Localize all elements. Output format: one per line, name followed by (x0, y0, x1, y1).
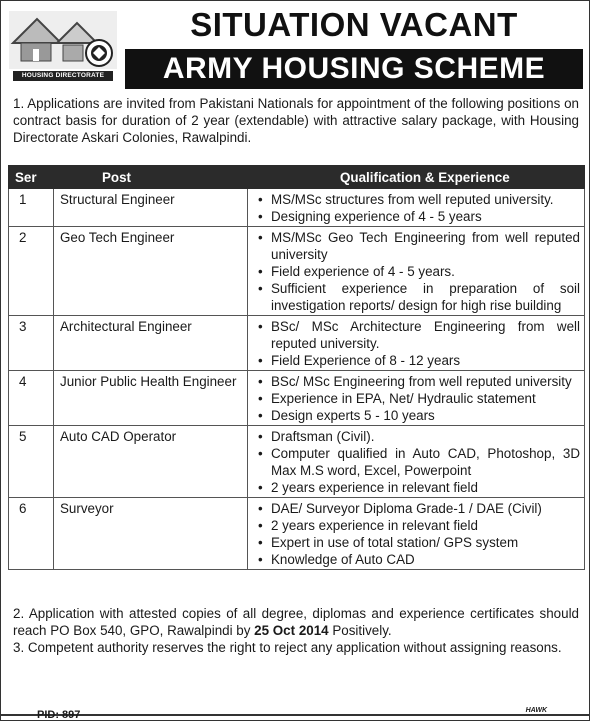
logo-emblem-icon (7, 9, 119, 71)
table-row (9, 371, 585, 426)
table-row (9, 426, 585, 498)
qualification-item: • Sufficient experience in preparation of soil investigation reports/ design for high rise building (254, 280, 580, 314)
intro-paragraph: 1. Applications are invited from Pakistani Nationals for appointment of the following positions on contract basis for duration of 2 year (extendable) with attractive salary package, with Housing Directorate Askari Colonies, Rawalpindi. (13, 96, 579, 145)
qualification-item: • MS/MSc Geo Tech Engineering from well reputed university (254, 229, 580, 263)
ser-cell: 2 (9, 227, 54, 316)
column-header-ser: Ser (9, 166, 54, 189)
page-title: SITUATION VACANT (190, 6, 518, 43)
qualification-cell (248, 371, 585, 426)
qualification-item: • Designing experience of 4 - 5 years (254, 208, 580, 225)
positions-table (8, 165, 585, 570)
ser-cell: 3 (9, 316, 54, 371)
qualification-item: • Computer qualified in Auto CAD, Photoshop, 3D Max M.S word, Excel, Powerpoint (254, 445, 580, 479)
qualification-cell (248, 227, 585, 316)
post-cell: Junior Public Health Engineer (54, 371, 248, 426)
note-2-text: 2. Application with attested copies of all degree, diplomas and experience certificates should reach PO Box 540, GPO, Rawalpindi by (13, 606, 579, 638)
notes-section (13, 605, 579, 656)
footer-rule (1, 714, 589, 716)
qualification-item: • Draftsman (Civil). (254, 428, 580, 445)
deadline-date: 25 Oct 2014 (254, 623, 329, 638)
ser-cell: 5 (9, 426, 54, 498)
ser-cell: 6 (9, 498, 54, 570)
table-header-row (9, 166, 585, 189)
qualification-cell (248, 189, 585, 227)
ser-cell: 4 (9, 371, 54, 426)
table-row (9, 227, 585, 316)
pid-number: PID: 897 (37, 709, 81, 721)
qualification-cell (248, 498, 585, 570)
agency-mark: HAWK (525, 707, 547, 714)
logo-caption: HOUSING DIRECTORATE (13, 71, 113, 81)
post-cell: Surveyor (54, 498, 248, 570)
qualification-cell (248, 426, 585, 498)
qualification-item: • Knowledge of Auto CAD (254, 551, 580, 568)
table-row (9, 498, 585, 570)
qualification-item: • BSc/ MSc Architecture Engineering from well reputed university. (254, 318, 580, 352)
column-header-qualification: Qualification & Experience (248, 166, 585, 189)
qualification-item: • 2 years experience in relevant field (254, 517, 580, 534)
ser-cell: 1 (9, 189, 54, 227)
qualification-item: • Experience in EPA, Net/ Hydraulic statement (254, 390, 580, 407)
qualification-item: • 2 years experience in relevant field (254, 479, 580, 496)
note-2 (13, 605, 579, 639)
post-cell: Geo Tech Engineer (54, 227, 248, 316)
qualification-item: • Expert in use of total station/ GPS system (254, 534, 580, 551)
qualification-item: • DAE/ Surveyor Diploma Grade-1 / DAE (Civil) (254, 500, 580, 517)
column-header-post: Post (54, 166, 248, 189)
table-row (9, 189, 585, 227)
table-row (9, 316, 585, 371)
note-3: 3. Competent authority reserves the right to reject any application without assigning reasons. (13, 640, 562, 655)
post-cell: Architectural Engineer (54, 316, 248, 371)
qualification-item: • BSc/ MSc Engineering from well reputed university (254, 373, 580, 390)
organization-banner: ARMY HOUSING SCHEME (125, 49, 583, 89)
note-2-ending: Positively. (328, 623, 392, 638)
post-cell: Structural Engineer (54, 189, 248, 227)
qualification-item: • Field experience of 4 - 5 years. (254, 263, 580, 280)
qualification-item: • Field Experience of 8 - 12 years (254, 352, 580, 369)
qualification-cell (248, 316, 585, 371)
qualification-item: • Design experts 5 - 10 years (254, 407, 580, 424)
post-cell: Auto CAD Operator (54, 426, 248, 498)
qualification-item: • MS/MSc structures from well reputed university. (254, 191, 580, 208)
